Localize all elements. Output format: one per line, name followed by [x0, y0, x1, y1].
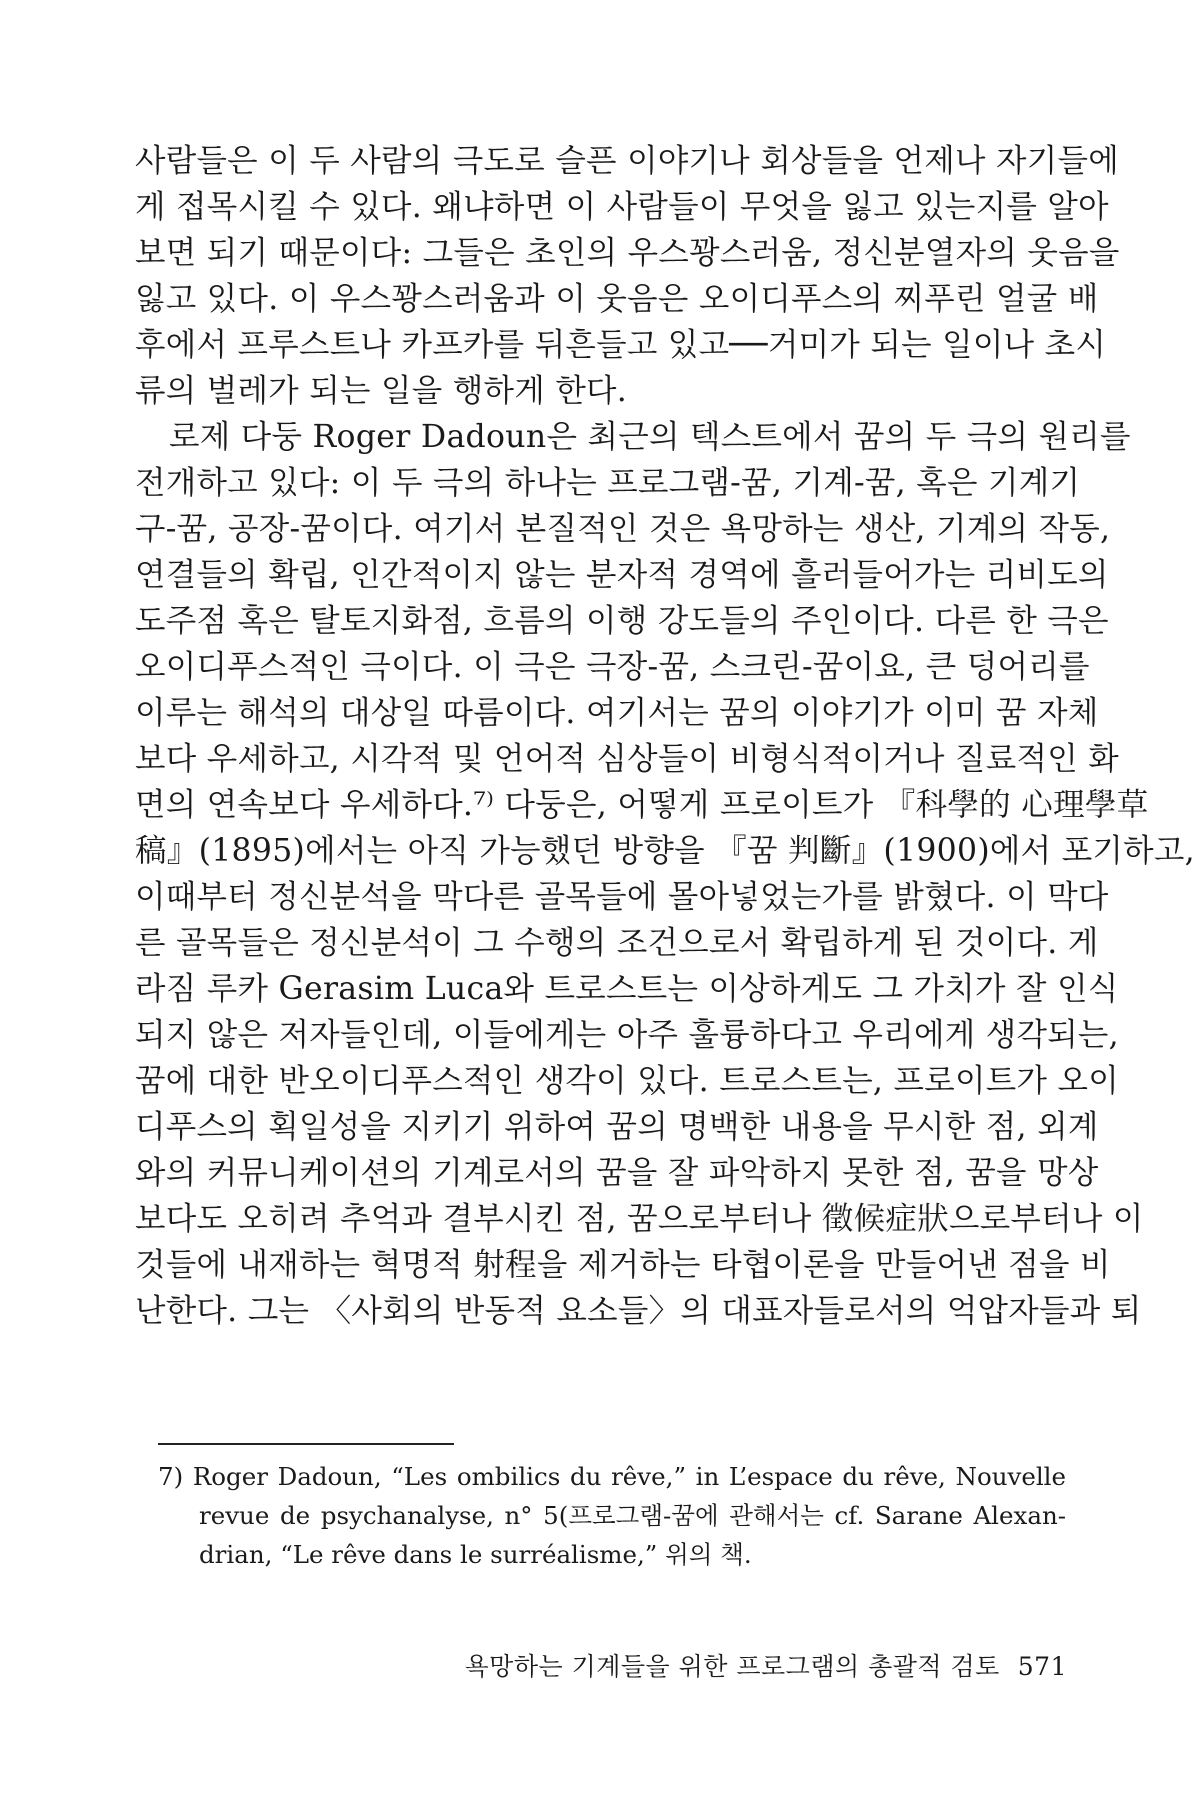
body-line: 도주점 혹은 탈토지화점, 흐름의 이행 강도들의 주인이다. 다른 한 극은	[135, 603, 1109, 639]
page-number: 571	[1017, 1652, 1067, 1681]
body-line: 른 골목들은 정신분석이 그 수행의 조건으로서 확립하게 된 것이다. 게	[135, 925, 1099, 961]
footnote-rule	[158, 1443, 454, 1445]
body-line: 보면 되기 때문이다: 그들은 초인의 우스꽝스러움, 정신분열자의 웃음을	[135, 235, 1120, 271]
body-line: 이루는 해석의 대상일 따름이다. 여기서는 꿈의 이야기가 이미 꿈 자체	[135, 695, 1099, 731]
body-line: 류의 벌레가 되는 일을 행하게 한다.	[135, 373, 628, 409]
body-line: 라짐 루카 Gerasim Luca와 트로스트는 이상하게도 그 가치가 잘 인식	[135, 971, 1119, 1007]
body-text	[135, 138, 1195, 1334]
running-footer	[465, 1647, 1067, 1683]
body-line: 난한다. 그는 〈사회의 반동적 요소들〉의 대표자들로서의 억압자들과 퇴	[135, 1293, 1142, 1329]
body-line: 것들에 내재하는 혁명적 射程을 제거하는 타협이론을 만들어낸 점을 비	[135, 1247, 1111, 1283]
body-line: 이때부터 정신분석을 막다른 골목들에 몰아넣었는가를 밝혔다. 이 막다	[135, 879, 1109, 915]
body-line: 구-꿈, 공장-꿈이다. 여기서 본질적인 것은 욕망하는 생산, 기계의 작동,	[135, 511, 1111, 547]
body-line: 면의 연속보다 우세하다.⁷⁾ 다둥은, 어떻게 프로이트가 『科學的 心理學草	[135, 787, 1149, 823]
body-line: 보다 우세하고, 시각적 및 언어적 심상들이 비형식적이거나 질료적인 화	[135, 741, 1119, 777]
body-line: 稿』(1895)에서는 아직 가능했던 방향을 『꿈 判斷』(1900)에서 포기하고,	[135, 833, 1195, 869]
body-line: 전개하고 있다: 이 두 극의 하나는 프로그램-꿈, 기계-꿈, 혹은 기계기	[135, 465, 1081, 501]
body-line: 잃고 있다. 이 우스꽝스러움과 이 웃음은 오이디푸스의 찌푸린 얼굴 배	[135, 281, 1099, 317]
body-line: 사람들은 이 두 사람의 극도로 슬픈 이야기나 회상들을 언제나 자기들에	[135, 143, 1119, 179]
footnote-line: revue de psychanalyse, n° 5(프로그램-꿈에 관해서는 cf. Sarane Alexan-	[199, 1501, 1066, 1530]
body-line: 되지 않은 저자들인데, 이들에게는 아주 훌륭하다고 우리에게 생각되는,	[135, 1017, 1119, 1053]
body-line: 연결들의 확립, 인간적이지 않는 분자적 경역에 흘러들어가는 리비도의	[135, 557, 1109, 593]
body-line: 디푸스의 획일성을 지키기 위하여 꿈의 명백한 내용을 무시한 점, 외계	[135, 1109, 1099, 1145]
body-line: 후에서 프루스트나 카프카를 뒤흔들고 있고──거미가 되는 일이나 초시	[135, 327, 1107, 363]
footnote	[158, 1457, 1066, 1574]
body-line: 보다도 오히려 추억과 결부시킨 점, 꿈으로부터나 徵候症狀으로부터나 이	[135, 1201, 1144, 1237]
body-line: 오이디푸스적인 극이다. 이 극은 극장-꿈, 스크린-꿈이요, 큰 덩어리를	[135, 649, 1090, 685]
body-line: 로제 다둥 Roger Dadoun은 최근의 텍스트에서 꿈의 두 극의 원리를	[169, 419, 1131, 455]
footnote-line: drian, “Le rêve dans le surréalisme,” 위의 책.	[199, 1540, 752, 1569]
body-line: 꿈에 대한 반오이디푸스적인 생각이 있다. 트로스트는, 프로이트가 오이	[135, 1063, 1119, 1099]
body-line: 와의 커뮤니케이션의 기계로서의 꿈을 잘 파악하지 못한 점, 꿈을 망상	[135, 1155, 1099, 1191]
body-line: 게 접목시킬 수 있다. 왜냐하면 이 사람들이 무엇을 잃고 있는지를 알아	[135, 189, 1109, 225]
running-title: 욕망하는 기계들을 위한 프로그램의 총괄적 검토	[464, 1652, 1000, 1681]
footnote-line: 7) Roger Dadoun, “Les ombilics du rêve,” in L’espace du rêve, Nouvelle	[158, 1462, 1066, 1491]
